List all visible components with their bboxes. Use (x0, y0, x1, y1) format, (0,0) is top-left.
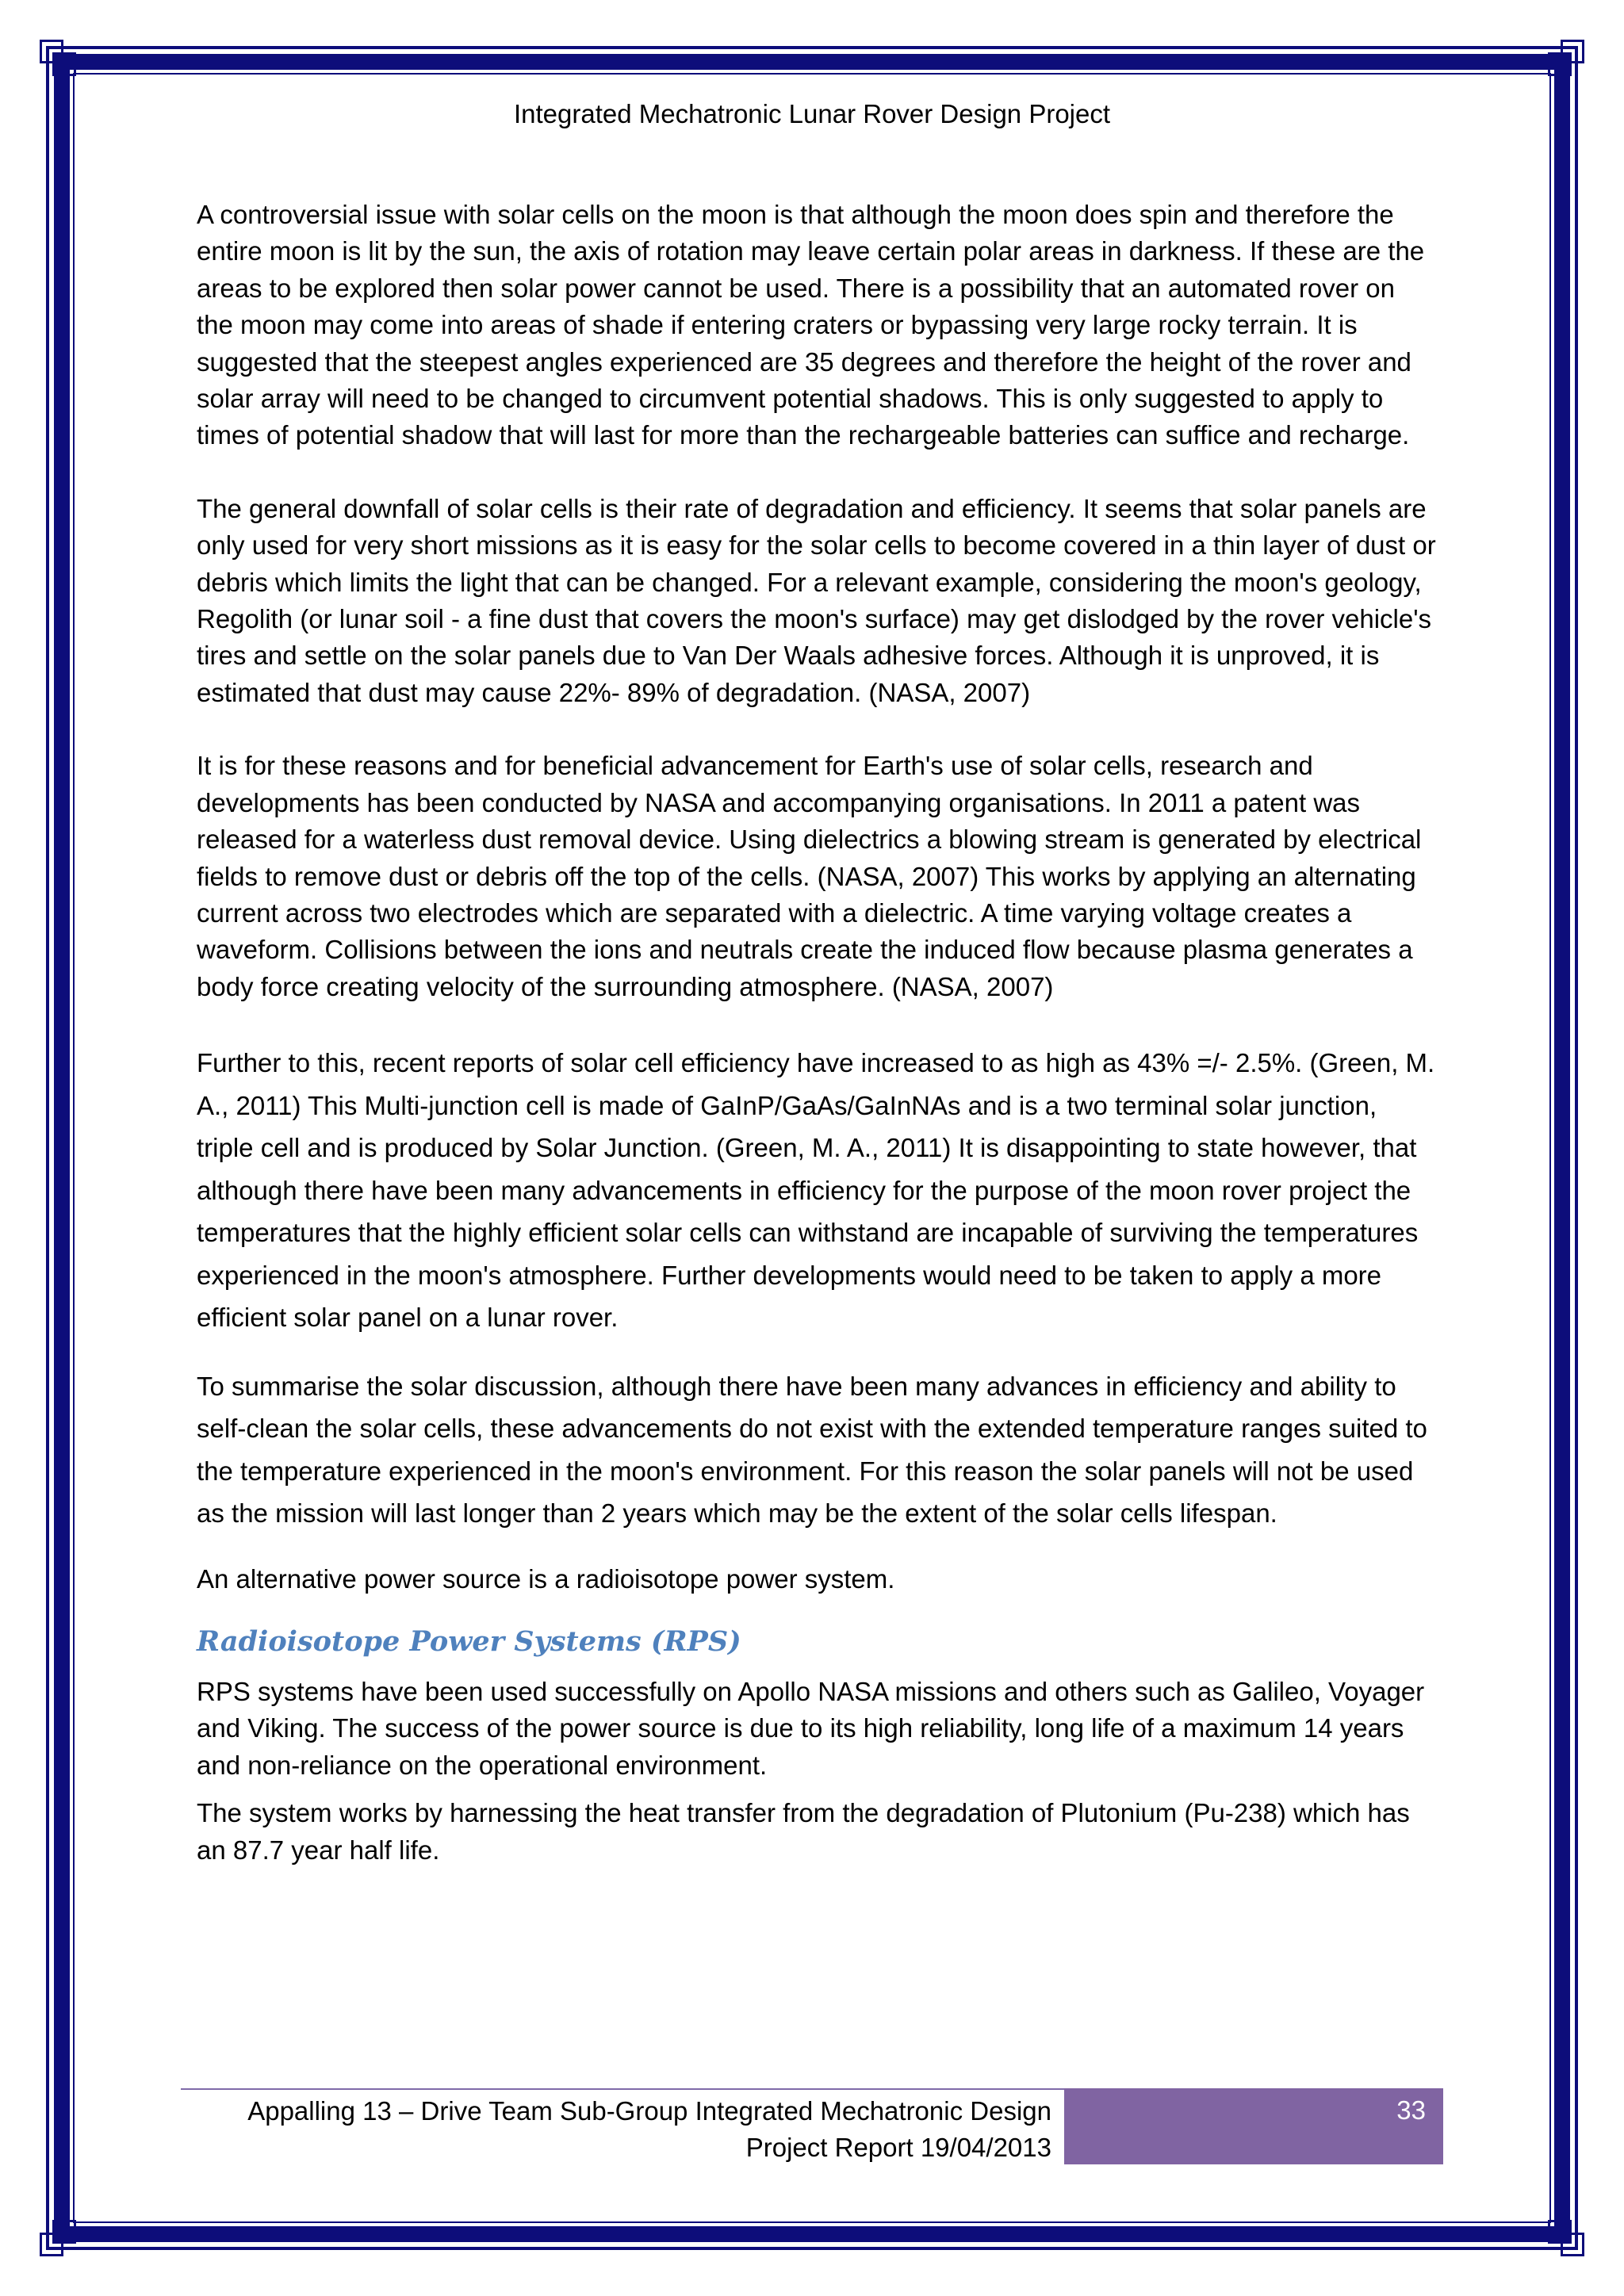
page-header: Integrated Mechatronic Lunar Rover Design Project (513, 99, 1111, 128)
document-body (197, 197, 1438, 1905)
footer-line-2: Project Report 19/04/2013 (745, 2133, 1051, 2162)
paragraph-solar-efficiency: Further to this, recent reports of solar cell efficiency have increased to as high as 43% =/- 2.5%. (Green, M. A., 2011) This Multi-junction cell is made of GaInP/GaAs/GaInNAs and is a two terminal solar junction, triple cell and is produced by Solar Junction. (Green, M. A., 2011) It is disappointing to state however, that although there have been many advancements in efficiency for the purpose of the moon rover project the temperatures that the highly efficient solar cells can withstand are incapable of surviving the temperatures experienced in the moon's atmosphere. Further developments would need to be taken to apply a more efficient solar panel on a lunar rover. (197, 1048, 1435, 1333)
border-corner-top-left (40, 40, 84, 84)
paragraph-rps-history: RPS systems have been used successfully on Apollo NASA missions and others such as Galileo, Voyager and Viking. The success of the power source is due to its high reliability, long life of a maximum 14 years and non-reliance on the operational environment. (197, 1677, 1425, 1780)
paragraph-rps-operation: The system works by harnessing the heat transfer from the degradation of Plutonium (Pu-238) which has an 87.7 year half life. (197, 1798, 1410, 1865)
paragraph-solar-degradation: The general downfall of solar cells is their rate of degradation and efficiency. It seems that solar panels are only used for very short missions as it is easy for the solar cells to become covered in a thin layer of dust or debris which limits the light that can be changed. For a relevant example, considering the moon's geology, Regolith (or lunar soil - a fine dust that covers the moon's surface) may get dislodged by the rover vehicle's tires and settle on the solar panels due to Van Der Waals adhesive forces. Although it is unproved, it is estimated that dust may cause 22%- 89% of degradation. (NASA, 2007) (197, 493, 1436, 707)
page-number: 33 (1396, 2095, 1426, 2125)
paragraph-dust-removal: It is for these reasons and for beneficial advancement for Earth's use of solar cells, research and developments has been conducted by NASA and accompanying organisations. In 2011 a patent was released for a waterless dust removal device. Using dielectrics a blowing stream is generated by electrical fields to remove dust or debris off the top of the cells. (NASA, 2007) This works by applying an alternating current across two electrodes which are separated with a dielectric. A time varying voltage creates a waveform. Collisions between the ions and neutrals create the induced flow because plasma generates a body force creating velocity of the surrounding atmosphere. (NASA, 2007) (197, 751, 1422, 1001)
paragraph-alternative-source: An alternative power source is a radioisotope power system. (197, 1563, 895, 1594)
footer-divider (181, 2088, 1064, 2090)
page-number-box (1064, 2088, 1443, 2164)
section-heading-rps: Radioisotope Power Systems (RPS) (197, 1625, 741, 1659)
paragraph-solar-shadow: A controversial issue with solar cells on the moon is that although the moon does spin and therefore the entire moon is lit by the sun, the axis of rotation may leave certain polar areas in darkness. If these are the areas to be explored then solar power cannot be used. There is a possibility that an automated rover on the moon may come into areas of shade if entering craters or bypassing very large rocky terrain. It is suggested that the steepest angles experienced are 35 degrees and therefore the height of the rover and solar array will need to be changed to circumvent potential shadows. This is only suggested to apply to times of potential shadow that will last for more than the rechargeable batteries can suffice and recharge. (197, 200, 1425, 450)
border-corner-bottom-left (40, 2212, 84, 2256)
paragraph-solar-summary: To summarise the solar discussion, although there have been many advances in efficiency and ability to self-clean the solar cells, these advancements do not exist with the extended temperature ranges suited to the temperature experienced in the moon's environment. For this reason the solar panels will not be used as the mission will last longer than 2 years which may be the extent of the solar cells lifespan. (197, 1371, 1427, 1529)
footer-line-1: Appalling 13 – Drive Team Sub-Group Integrated Mechatronic Design (247, 2096, 1051, 2126)
page-footer (181, 2093, 1051, 2166)
border-corner-top-right (1540, 40, 1584, 84)
border-corner-bottom-right (1540, 2212, 1584, 2256)
